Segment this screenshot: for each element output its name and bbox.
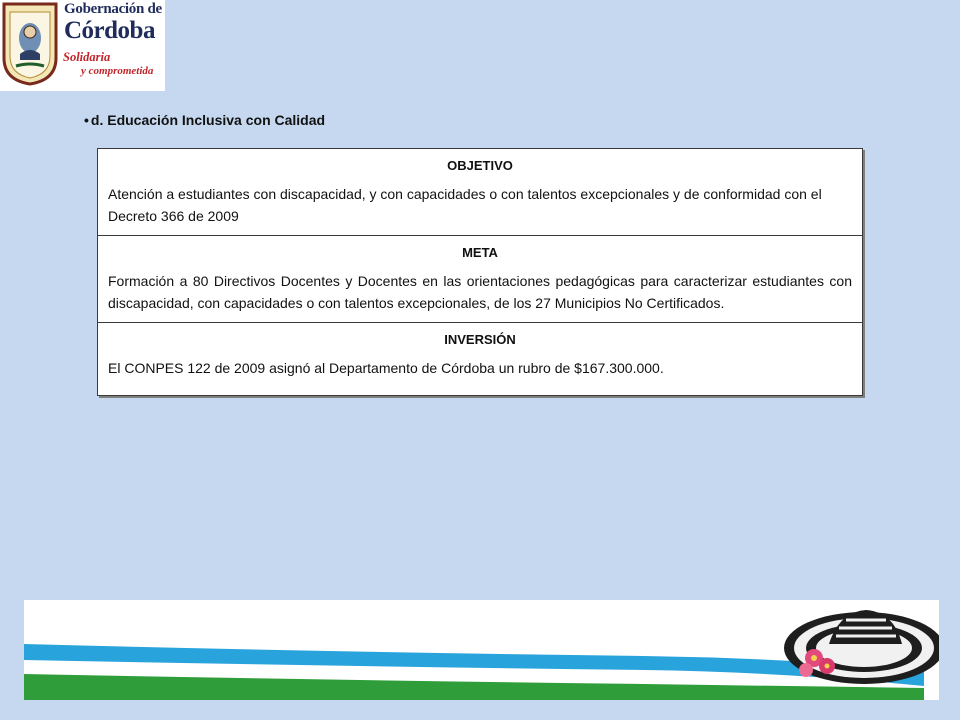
meta-row bbox=[98, 236, 863, 323]
meta-title: META bbox=[462, 245, 498, 260]
sombrero-vueltiao-icon bbox=[784, 610, 939, 684]
logo-title bbox=[64, 0, 164, 44]
slogan-line1: Solidaria bbox=[63, 50, 111, 64]
logo-title-line2: Córdoba bbox=[64, 17, 155, 44]
slogan-line2: y comprometida bbox=[81, 65, 154, 77]
meta-text: Formación a 80 Directivos Docentes y Docentes en las orientaciones pedagógicas para caracterizar estudiantes con discapacidad, con capacidades o con talentos excepcionales, de los 27 Municipios No Certificados. bbox=[108, 273, 852, 311]
logo-slogan bbox=[63, 50, 163, 78]
flag-stripes-graphic bbox=[24, 600, 939, 700]
section-heading bbox=[84, 112, 325, 128]
logo-title-line1: Gobernación de bbox=[64, 1, 162, 17]
meta-cell bbox=[98, 236, 863, 323]
objetivo-row bbox=[98, 149, 863, 236]
coat-of-arms-icon bbox=[2, 2, 58, 86]
education-info-table bbox=[97, 148, 863, 396]
inversion-cell bbox=[98, 323, 863, 396]
section-heading-text: d. Educación Inclusiva con Calidad bbox=[90, 112, 326, 128]
objetivo-title: OBJETIVO bbox=[447, 158, 513, 173]
inversion-title: INVERSIÓN bbox=[444, 332, 516, 347]
inversion-text: El CONPES 122 de 2009 asignó al Departamento de Córdoba un rubro de $167.300.000. bbox=[108, 360, 664, 376]
objetivo-cell bbox=[98, 149, 863, 236]
footer-banner bbox=[24, 600, 939, 700]
bullet-icon: • bbox=[84, 112, 89, 128]
green-stripe bbox=[24, 674, 924, 700]
gobernacion-logo bbox=[0, 0, 165, 91]
inversion-row bbox=[98, 323, 863, 396]
objetivo-text: Atención a estudiantes con discapacidad, y con capacidades o con talentos excepcionales y de conformidad con el Decreto 366 de 2009 bbox=[108, 186, 822, 224]
